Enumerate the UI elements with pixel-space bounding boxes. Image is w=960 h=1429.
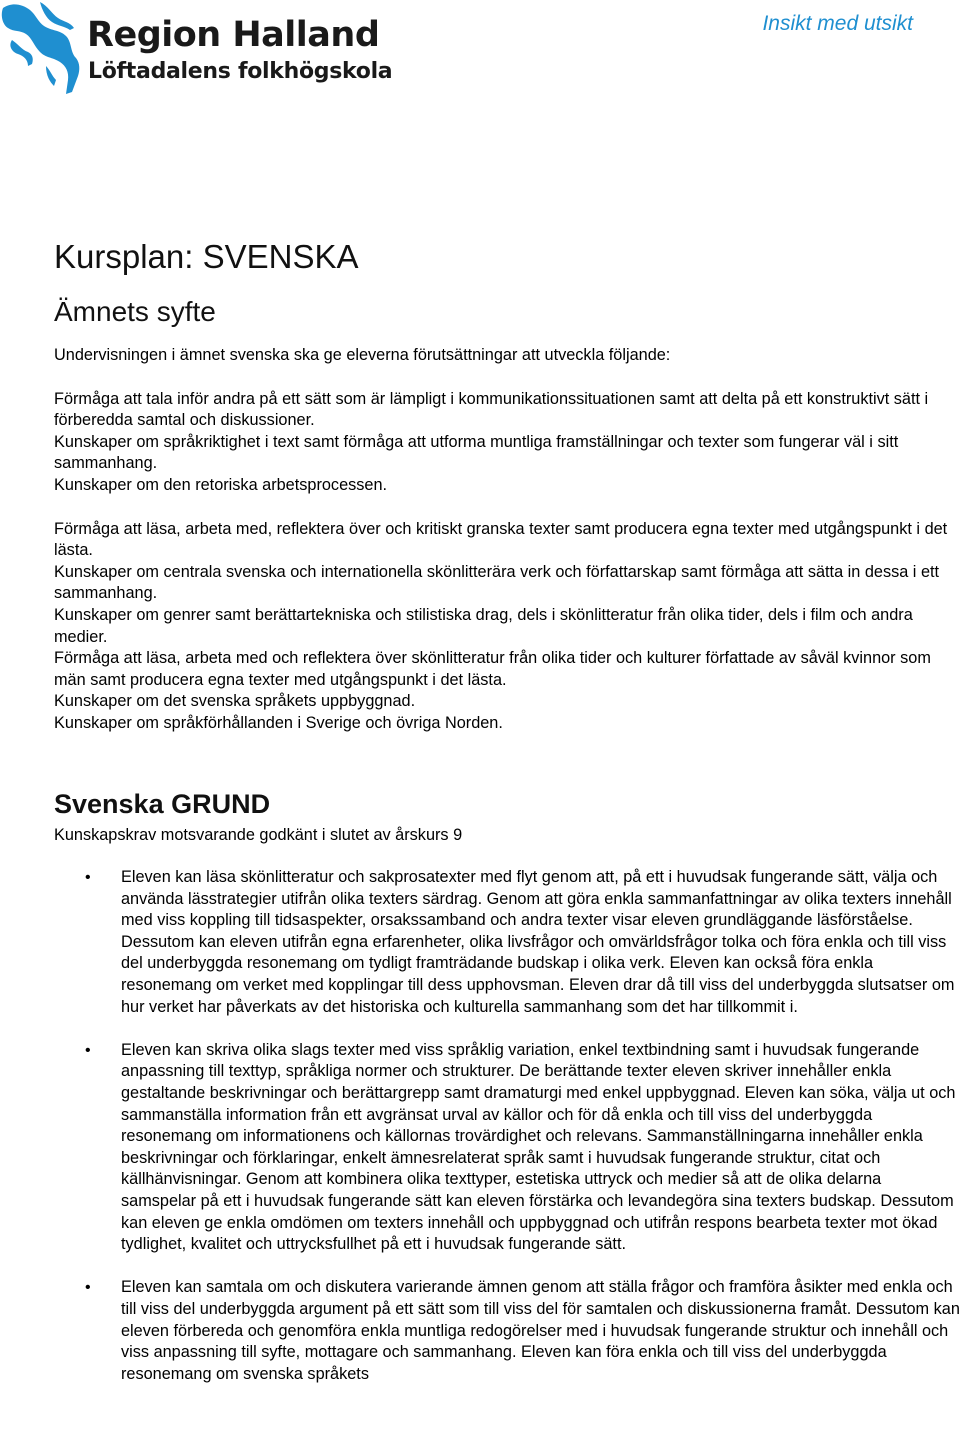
list-item	[54, 1277, 960, 1385]
intro-paragraph: Undervisningen i ämnet svenska ska ge eleverna förutsättningar att utveckla följande:	[54, 346, 671, 364]
document-content	[54, 236, 960, 1407]
purpose-line: Förmåga att läsa, arbeta med och reflektera över skönlitteratur från olika tider och kulturer författade av såväl kvinnor som män samt producera egna texter med utgångspunkt i det lästa.	[54, 649, 931, 689]
purpose-line: Förmåga att tala inför andra på ett sätt som är lämpligt i kommunikationssituationen samt att delta på ett konstruktivt sätt i förberedda samtal och diskussioner.	[54, 389, 929, 430]
purpose-line: Kunskaper om genrer samt berättartekniska och stilistiska drag, dels i skönlitteratur från olika tider, dels i film och andra medier.	[54, 605, 913, 646]
requirement-text: Eleven kan läsa skönlitteratur och sakprosatexter med flyt genom att, på ett i huvudsak fungerande sätt, välja och använda lässtrategier utifrån olika texters särdrag. Genom att göra enkla sammanfattningar av olika texters innehåll med viss koppling till tidsaspekter, orsakssamband och andra texter visar eleven grundläggande läsförståelse. Dessutom kan eleven utifrån egna erfarenheter, olika livsfrågor och omvärldsfrågor tolka och föra enkla och till viss del underbyggda resonemang om tydligt framträdande budskap i olika verk. Eleven kan också föra enkla resonemang om verket med kopplingar till dess upphovsman. Eleven drar då till viss del underbyggda slutsatser om hur verket har påverkats av det historiska och kulturella sammanhang som det har tillkommit i.	[121, 868, 955, 1016]
grund-subheading: Kunskapskrav motsvarande godkänt i slutet av årskurs 9	[54, 825, 463, 844]
purpose-line: Kunskaper om språkförhållanden i Sverige och övriga Norden.	[54, 713, 503, 732]
purpose-line: Förmåga att läsa, arbeta med, reflektera över och kritiskt granska texter samt producera egna texter med utgångspunkt i det lästa.	[54, 519, 948, 560]
requirements-list	[54, 867, 960, 1385]
requirement-text: Eleven kan skriva olika slags texter med viss språklig variation, enkel textbindning samt i huvudsak fungerande anpassning till texttyp, språkliga normer och strukturer. De berättande texter eleven skriver innehåller enkla gestaltande beskrivningar och berättargrepp samt dramaturgi med enkel uppbyggnad. Eleven kan söka, välja ut och sammanställa information från ett avgränsat urval av källor och för då enkla och till viss del underbyggda resonemang om informationens och källornas trovärdighet och relevans. Sammanställningarna innehåller enkla beskrivningar och förklaringar, enkelt ämnesrelaterat språk samt i huvudsak fungerande struktur, citat och källhänvisningar. Genom att kombinera olika texttyper, estetiska uttryck och medier så att de olika delarna samspelar på ett i huvudsak fungerande sätt kan eleven förstärka och levandegöra sina texters budskap. Dessutom kan eleven ge enkla omdömen om texters innehåll och uppbyggnad och utifrån respons bearbeta texter mot ökad tydlighet, kvalitet och uttrycksfullhet på ett i huvudsak fungerande sätt.	[121, 1040, 956, 1254]
list-item	[54, 867, 960, 1018]
bullet-icon: •	[85, 1041, 91, 1059]
purpose-block-reading	[54, 519, 960, 735]
region-halland-logo	[0, 0, 393, 100]
bullet-icon: •	[85, 869, 91, 887]
bullet-icon: •	[85, 1279, 91, 1297]
list-item	[54, 1040, 960, 1256]
halland-map-icon	[0, 0, 82, 98]
requirement-text: Eleven kan samtala om och diskutera varierande ämnen genom att ställa frågor och framföra åsikter med enkla och till viss del underbyggda argument på ett sätt som till viss del för samtalen och diskussionerna framåt. Dessutom kan eleven förbereda och genomföra enkla muntliga redogörelser med i huvudsak fungerande struktur och innehåll och viss anpassning till syfte, mottagare och sammanhang. Eleven kan föra enkla och till viss del underbyggda resonemang om svenska språkets	[121, 1278, 960, 1383]
page-title: Kursplan: SVENSKA	[54, 238, 359, 275]
purpose-line: Kunskaper om den retoriska arbetsprocessen.	[54, 475, 388, 494]
grund-heading: Svenska GRUND	[54, 788, 271, 819]
purpose-block-speaking	[54, 389, 960, 497]
purpose-line: Kunskaper om det svenska språkets uppbyggnad.	[54, 692, 416, 711]
tagline: Insikt med utsikt	[762, 12, 913, 35]
school-name: Löftadalens folkhögskola	[88, 59, 393, 84]
purpose-line: Kunskaper om språkriktighet i text samt förmåga att utforma muntliga framställningar och texter som fungerar väl i sitt sammanhang.	[54, 432, 899, 473]
org-name: Region Halland	[87, 15, 380, 55]
purpose-line: Kunskaper om centrala svenska och internationella skönlitterära verk och författarskap samt förmåga att sätta in dessa i ett sammanhang.	[54, 562, 940, 603]
purpose-heading: Ämnets syfte	[54, 296, 216, 327]
